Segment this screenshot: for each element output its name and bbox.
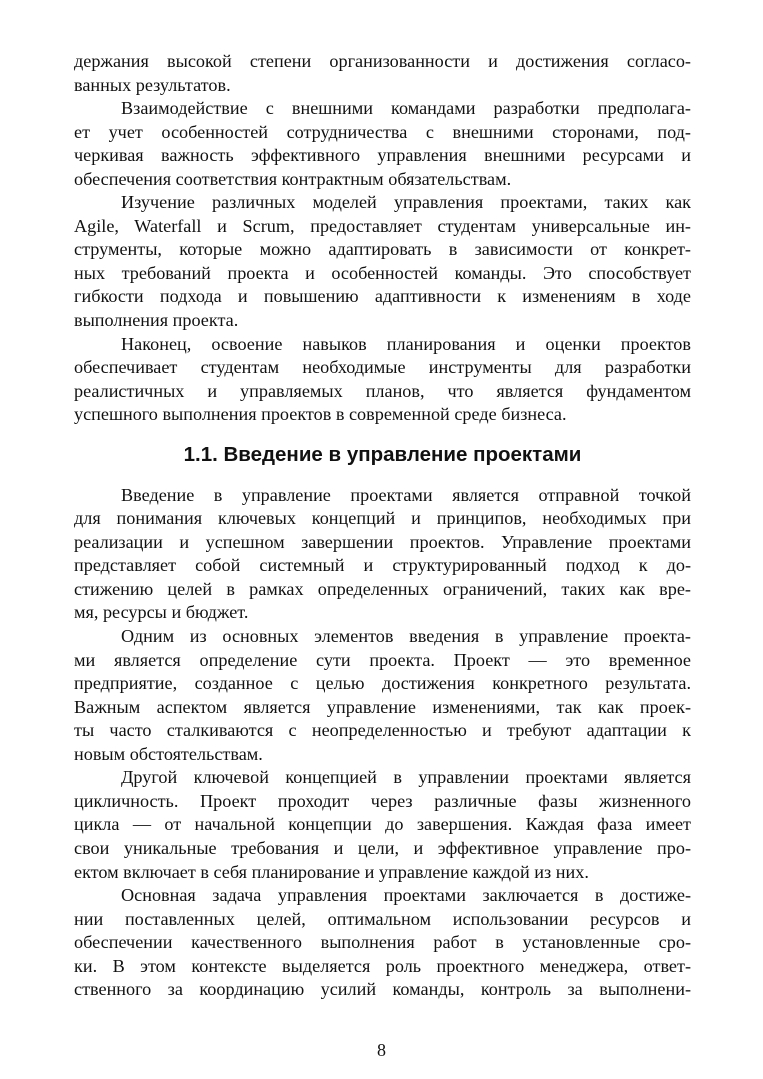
text-line: [74, 262, 691, 286]
text-line: [74, 696, 691, 720]
line-text: ектом включает в себя планирование и управление каждой из них.: [74, 861, 589, 882]
line-text: ты часто сталкиваются с неопределенностью и требуют адаптации к: [74, 720, 691, 741]
line-text: ми является определение сути проекта. Проект — это временное: [74, 649, 691, 670]
text-line: [74, 837, 691, 861]
line-text: черкивая важность эффективного управления внешними ресурсами и: [74, 145, 691, 166]
text-line: [74, 191, 691, 215]
text-line: [74, 813, 691, 837]
text-line: [74, 743, 691, 767]
text-line: [74, 168, 691, 192]
text-line: [74, 403, 691, 427]
paragraph: [74, 333, 691, 427]
line-text: реалистичных и управляемых планов, что является фундаментом: [74, 380, 691, 401]
text-line: [74, 766, 691, 790]
text-line: [74, 908, 691, 932]
line-text: выполнения проекта.: [74, 310, 239, 331]
line-text: Другой ключевой концепцией в управлении проектами является: [121, 767, 691, 788]
paragraph: [74, 766, 691, 884]
text-line: [74, 309, 691, 333]
text-line: [74, 97, 691, 121]
line-text: Изучение различных моделей управления проектами, таких как: [121, 192, 691, 213]
line-text: предприятие, созданное с целью достижения конкретного результата.: [74, 673, 691, 694]
text-line: [74, 955, 691, 979]
line-text: свои уникальные требования и цели, и эффективное управление про-: [74, 837, 691, 858]
text-line: [74, 380, 691, 404]
text-block-after-heading: [74, 484, 691, 1002]
line-text: новым обстоятельствам.: [74, 743, 263, 764]
line-text: ных требований проекта и особенностей команды. Это способствует: [74, 262, 691, 283]
line-text: цикличность. Проект проходит через различные фазы жизненного: [74, 790, 691, 811]
line-text: для понимания ключевых концепций и принципов, необходимых при: [74, 508, 691, 529]
line-text: стижению целей в рамках определенных ограничений, таких как вре-: [74, 578, 691, 599]
line-text: ственного за координацию усилий команды, контроль за выполнени-: [74, 979, 691, 1000]
text-line: [74, 601, 691, 625]
line-text: реализации и успешном завершении проектов. Управление проектами: [74, 531, 691, 552]
line-text: держания высокой степени организованности и достижения согласо-: [74, 51, 691, 71]
line-text: представляет собой системный и структурированный подход к до-: [74, 555, 691, 576]
text-line: [74, 625, 691, 649]
text-line: [74, 931, 691, 955]
text-line: [74, 484, 691, 508]
line-text: ванных результатов.: [74, 74, 231, 95]
text-line: [74, 531, 691, 555]
text-line: [74, 861, 691, 885]
paragraph: [74, 884, 691, 1002]
line-text: обеспечении качественного выполнения работ в установленные сро-: [74, 932, 691, 953]
line-text: обеспечения соответствия контрактным обязательствам.: [74, 168, 512, 189]
text-line: [74, 578, 691, 602]
line-text: Основная задача управления проектами заключается в достиже-: [121, 885, 691, 906]
paragraph: [74, 625, 691, 766]
line-text: ет учет особенностей сотрудничества с внешними сторонами, под-: [74, 121, 691, 142]
text-line: [74, 121, 691, 145]
paragraph: [74, 50, 691, 97]
line-text: нии поставленных целей, оптимальном использовании ресурсов и: [74, 908, 691, 929]
line-text: Agile, Waterfall и Scrum, предоставляет студентам универсальные ин-: [74, 215, 691, 236]
line-text: цикла — от начальной концепции до завершения. Каждая фаза имеет: [74, 814, 691, 835]
text-line: [74, 672, 691, 696]
line-text: мя, ресурсы и бюджет.: [74, 602, 249, 623]
text-line: [74, 356, 691, 380]
text-line: [74, 215, 691, 239]
text-line: [74, 978, 691, 1002]
line-text: Наконец, освоение навыков планирования и оценки проектов: [121, 333, 691, 354]
line-text: успешного выполнения проектов в современной среде бизнеса.: [74, 404, 567, 425]
section-heading: 1.1. Введение в управление проектами: [183, 442, 582, 466]
line-text: Введение в управление проектами является отправной точкой: [121, 484, 691, 505]
text-line: [74, 333, 691, 357]
line-text: Взаимодействие с внешними командами разработки предполага-: [121, 98, 691, 119]
line-text: Важным аспектом является управление изменениями, так как проек-: [74, 696, 691, 717]
text-line: [74, 790, 691, 814]
text-line: [74, 554, 691, 578]
paragraph: [74, 97, 691, 191]
text-line: [74, 144, 691, 168]
text-line: [74, 507, 691, 531]
line-text: гибкости подхода и повышению адаптивности к изменениям в ходе: [74, 286, 691, 307]
paragraph: [74, 484, 691, 625]
paragraph: [74, 191, 691, 332]
page-number: 8: [377, 1040, 386, 1060]
text-line: [74, 74, 691, 98]
page-body: [74, 50, 691, 1002]
text-line: [74, 285, 691, 309]
text-line: [74, 50, 691, 74]
text-block-before-heading: [74, 50, 691, 427]
line-text: обеспечивает студентам необходимые инструменты для разработки: [74, 357, 691, 378]
line-text: ки. В этом контексте выделяется роль проектного менеджера, ответ-: [74, 955, 691, 976]
text-line: [74, 884, 691, 908]
line-text: струменты, которые можно адаптировать в зависимости от конкрет-: [74, 239, 691, 260]
text-line: [74, 719, 691, 743]
line-text: Одним из основных элементов введения в управление проекта-: [121, 626, 691, 647]
text-line: [74, 238, 691, 262]
text-line: [74, 649, 691, 673]
